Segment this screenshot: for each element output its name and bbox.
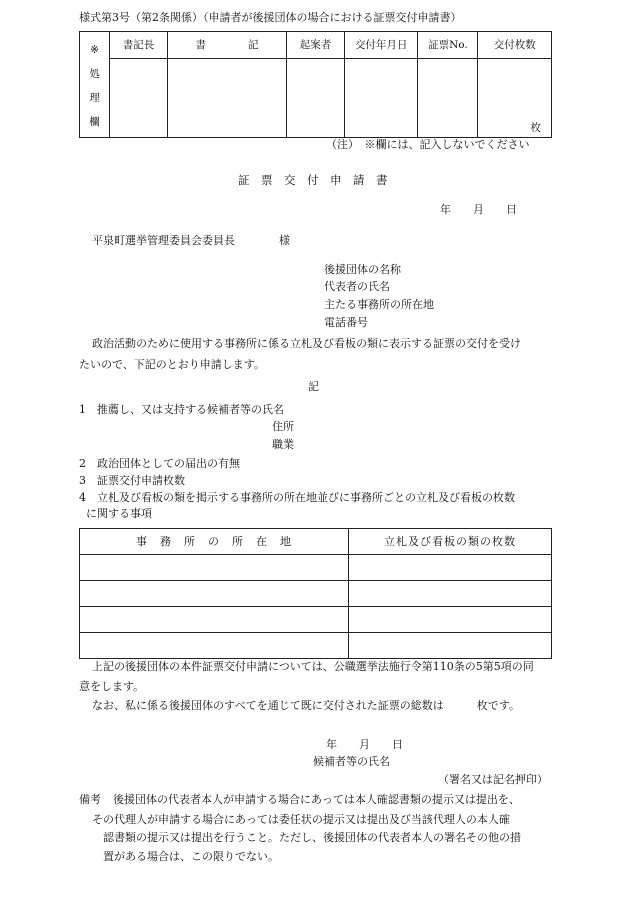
total-issued-text: なお、私に係る後援団体のすべてを通じて既に交付された証票の総数は 枚です。 — [92, 699, 520, 712]
remarks-label: 備考 — [79, 793, 101, 806]
count-cell — [349, 607, 552, 633]
count-cell — [349, 633, 552, 659]
header-cert-no: 証票No. — [418, 32, 478, 59]
request-text-line2: たいので、下記のとおり申請します。 — [79, 358, 265, 371]
document-title: 証 票 交 付 申 請 書 — [238, 173, 388, 187]
item-1-occupation: 職業 — [272, 438, 294, 451]
table-row — [80, 555, 552, 581]
field-office-address: 主たる事務所の所在地 — [324, 298, 434, 311]
form-number: 様式第3号（第2条関係）（申請者が後援団体の場合における証票交付申請書） — [79, 11, 462, 24]
application-date: 年 月 日 — [440, 203, 517, 216]
consent-line2: 意をします。 — [79, 680, 145, 693]
cell-issue-count — [478, 59, 552, 138]
field-group-name: 後援団体の名称 — [324, 263, 401, 276]
table-row — [80, 607, 552, 633]
count-cell — [349, 555, 552, 581]
item-4-line1: 4 立札及び看板の類を掲示する事務所の所在地並びに事務所ごとの立札及び看板の枚数 — [79, 491, 515, 504]
field-representative-name: 代表者の氏名 — [324, 280, 390, 293]
location-table — [79, 528, 552, 659]
note-text: （注） ※欄には、記入しないでください — [326, 138, 530, 151]
item-4-line2: に関する事項 — [86, 507, 152, 520]
cell-chief-clerk — [110, 59, 168, 138]
remarks-line2: その代理人が申請する場合にあっては委任状の提示又は提出及び当該代理人の本人確 — [92, 813, 510, 826]
location-cell — [80, 555, 349, 581]
field-phone: 電話番号 — [324, 316, 368, 329]
header-issue-count: 交付枚数 — [478, 32, 552, 59]
item-1: 1 推薦し、又は支持する候補者等の氏名 — [79, 403, 284, 416]
item-3: 3 証票交付申請枚数 — [79, 474, 185, 487]
consent-line1: 上記の後援団体の本件証票交付申請については、公職選挙法施行令第110条の5第5項の同 — [92, 660, 534, 673]
remarks-line3: 認書類の提示又は提出を行うこと。ただし、後援団体の代表者本人の署名その他の措 — [103, 831, 521, 844]
request-text-line1: 政治活動のために使用する事務所に係る立札及び看板の類に表示する証票の交付を受け — [92, 337, 521, 350]
cell-drafter — [287, 59, 345, 138]
table-row — [80, 633, 552, 659]
remarks-line1: 後援団体の代表者本人が申請する場合にあっては本人確認書類の提示又は提出を、 — [113, 793, 520, 806]
unit-label: 枚 — [530, 121, 541, 134]
cell-issue-date — [344, 59, 417, 138]
count-cell — [349, 581, 552, 607]
processing-table — [79, 31, 552, 138]
location-cell — [80, 633, 349, 659]
cell-clerk — [167, 59, 286, 138]
item-1-address: 住所 — [272, 420, 294, 433]
header-issue-date: 交付年月日 — [344, 32, 417, 59]
header-chief-clerk: 書記長 — [110, 32, 168, 59]
location-cell — [80, 607, 349, 633]
header-office-location: 事 務 所 の 所 在 地 — [80, 529, 349, 555]
cell-cert-no — [418, 59, 478, 138]
header-clerk: 書 記 — [167, 32, 286, 59]
addressee: 平泉町選挙管理委員会委員長 様 — [92, 234, 290, 247]
candidate-date: 年 月 日 — [326, 738, 403, 751]
candidate-name-label: 候補者等の氏名 — [313, 755, 390, 768]
processing-mark-cell — [80, 32, 110, 138]
remarks-line4: 置がある場合は、この限りでない。 — [103, 850, 279, 863]
table-row — [80, 581, 552, 607]
signature-note: （署名又は記名押印） — [438, 773, 548, 786]
ki-heading: 記 — [308, 380, 319, 393]
mark-char: ※ — [90, 44, 99, 56]
item-2: 2 政治団体としての届出の有無 — [79, 457, 240, 470]
mark-char: 欄 — [89, 116, 100, 128]
location-cell — [80, 581, 349, 607]
header-sign-count: 立札及び看板の類の枚数 — [349, 529, 552, 555]
header-drafter: 起案者 — [287, 32, 345, 59]
mark-char: 処 — [89, 68, 100, 80]
mark-char: 理 — [89, 92, 100, 104]
